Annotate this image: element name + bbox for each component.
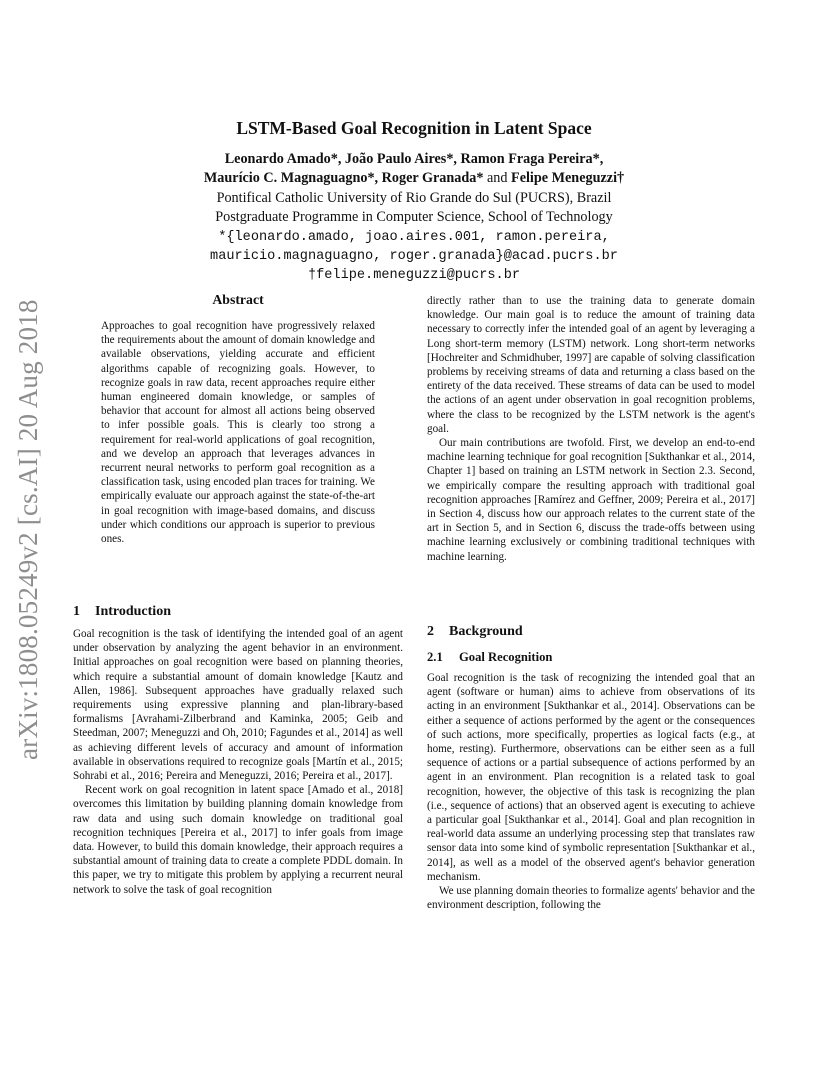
affiliation-1: Pontifical Catholic University of Rio Grande do Sul (PUCRS), Brazil	[216, 189, 612, 206]
intro-paragraph-2: Recent work on goal recognition in latent space [Amado et al., 2018] overcomes this limitation by building planning domain knowledge from raw data and using such domain knowledge on traditional goal recognition techniques [Pereira et al., 2017] to infer goals from image data. However, to build this domain knowledge, their approach requires a substantial amount of training data to create a complete PDDL domain. In this paper, we try to mitigate this problem by applying a recurrent neural network to solve the task of goal recognition	[73, 784, 403, 896]
paper-title: LSTM-Based Goal Recognition in Latent Space	[236, 118, 592, 138]
email-line-1: *{leonardo.amado, joao.aires.001, ramon.pereira,	[218, 229, 610, 245]
subsection-title: Goal Recognition	[459, 650, 553, 664]
left-column	[73, 627, 403, 897]
background-paragraph-2: We use planning domain theories to formalize agents' behavior and the environment description, following the	[427, 885, 755, 912]
background-section-title: Background	[449, 624, 523, 639]
subsection-number: 2.1	[427, 650, 443, 664]
goal-recognition-heading	[427, 650, 552, 665]
arxiv-stamp: arXiv:1808.05249v2 [cs.AI] 20 Aug 2018	[13, 299, 43, 760]
author-line-2	[120, 169, 708, 188]
abstract-heading: Abstract	[212, 292, 264, 307]
author-line-1: Leonardo Amado*, João Paulo Aires*, Ramon Fraga Pereira*,	[224, 151, 604, 167]
intro-heading	[73, 604, 171, 620]
author-block	[120, 150, 708, 286]
email-line-3: †felipe.meneguzzi@pucrs.br	[307, 268, 521, 284]
right-column	[427, 294, 755, 564]
background-paragraph-1: Goal recognition is the task of recognizing the intended goal that an agent (software or human) aims to achieve from observations of its acting in an environment [Sukthankar et al., 2014]. Observations can be either a sequence of actions performed by the agent or the consequences of such actions, more specifically, properties as logical facts (e.g., at home, resting). Furthermore, observations can be either seen as a full sequence of actions or a partial subsequence of actions performed by an agent in an environment. Plan recognition is a related task to goal recognition, however, the objective of this task is recognizing the plan (i.e., sequence of actions) that an observed agent is executing to achieve a particular goal [Sukthankar et al., 2014]. Goal and plan recognition in real-world data assume an underlying processing step that translates raw sensor data into some kind of symbolic representation [Sukthankar et al., 2014], as well as a model of the observed agent's behavior generation mechanism.	[427, 672, 755, 883]
author-names-2: Maurício C. Magnaguagno*, Roger Granada*	[203, 170, 484, 187]
author-last: Felipe Meneguzzi†	[511, 170, 625, 187]
background-column	[427, 671, 755, 912]
intro-section-number: 1	[73, 604, 80, 619]
background-section-number: 2	[427, 624, 434, 639]
affiliation-2: Postgraduate Programme in Computer Science, School of Technology	[215, 209, 613, 226]
author-conjunction: and	[486, 170, 508, 187]
email-line-2: mauricio.magnaguagno, roger.granada}@acad.pucrs.br	[210, 249, 618, 265]
intro-paragraph-4: Our main contributions are twofold. First, we develop an end-to-end machine learning technique for goal recognition [Sukthankar et al., 2014, Chapter 1] based on training an LSTM network in Section 2.3. Second, we empirically compare the resulting approach with traditional goal recognition approaches [Ramírez and Geffner, 2009; Pereira et al., 2017] in Section 4, discuss how our approach relates to the current state of the art in Section 5, and in Section 6, discuss the trade-offs between using machine learning exclusively or combining traditional techniques with machine learning.	[427, 437, 755, 563]
intro-paragraph-1: Goal recognition is the task of identifying the intended goal of an agent under observation by analyzing the agent behavior in an environment. Initial approaches on goal recognition were based on planning theories, which require a substantial amount of domain knowledge [Kautz and Allen, 1986]. Subsequent approaches have gradually relaxed such requirements using expressive planning and plan-library-based formalisms [Avrahami-Zilberbrand and Kaminka, 2005; Geib and Steedman, 2007; Meneguzzi and Oh, 2010; Fagundes et al., 2014] as well as achieving different levels of accuracy and amount of information available in observations required to recognize goals [Martín et al., 2015; Sohrabi et al., 2016; Pereira and Meneguzzi, 2016; Pereira et al., 2017].	[73, 628, 403, 783]
abstract-text: Approaches to goal recognition have progressively relaxed the requirements about the amount of domain knowledge and available observations, yielding accurate and efficient algorithms capable of recognizing goals. However, to recognize goals in raw data, recent approaches require either human engineered domain knowledge, or samples of behavior that account for almost all actions being observed to infer possible goals. This is clearly too strong a requirement for real-world applications of goal recognition, and we develop an approach that leverages advances in recurrent neural networks to perform goal recognition as a classification task, using encoded plan traces for training. We empirically evaluate our approach against the state-of-the-art in goal recognition with image-based domains, and discuss under which conditions our approach is superior to previous ones.	[101, 320, 375, 546]
background-heading	[427, 624, 523, 640]
intro-section-title: Introduction	[95, 604, 171, 619]
intro-paragraph-3: directly rather than to use the training data to generate domain knowledge. Our main goal is to reduce the amount of training data necessary to correctly infer the intended goal of an agent by leveraging a Long short-term memory (LSTM) network. Long short-term networks [Hochreiter and Schmidhuber, 1997] are capable of solving classification problems by receiving streams of data and returning a class based on the entirety of the data received. These streams of data can be used to model the actions of an agent under observation in goal recognition problems, where the class to be recognized by the LSTM network is the agent's goal.	[427, 295, 755, 435]
